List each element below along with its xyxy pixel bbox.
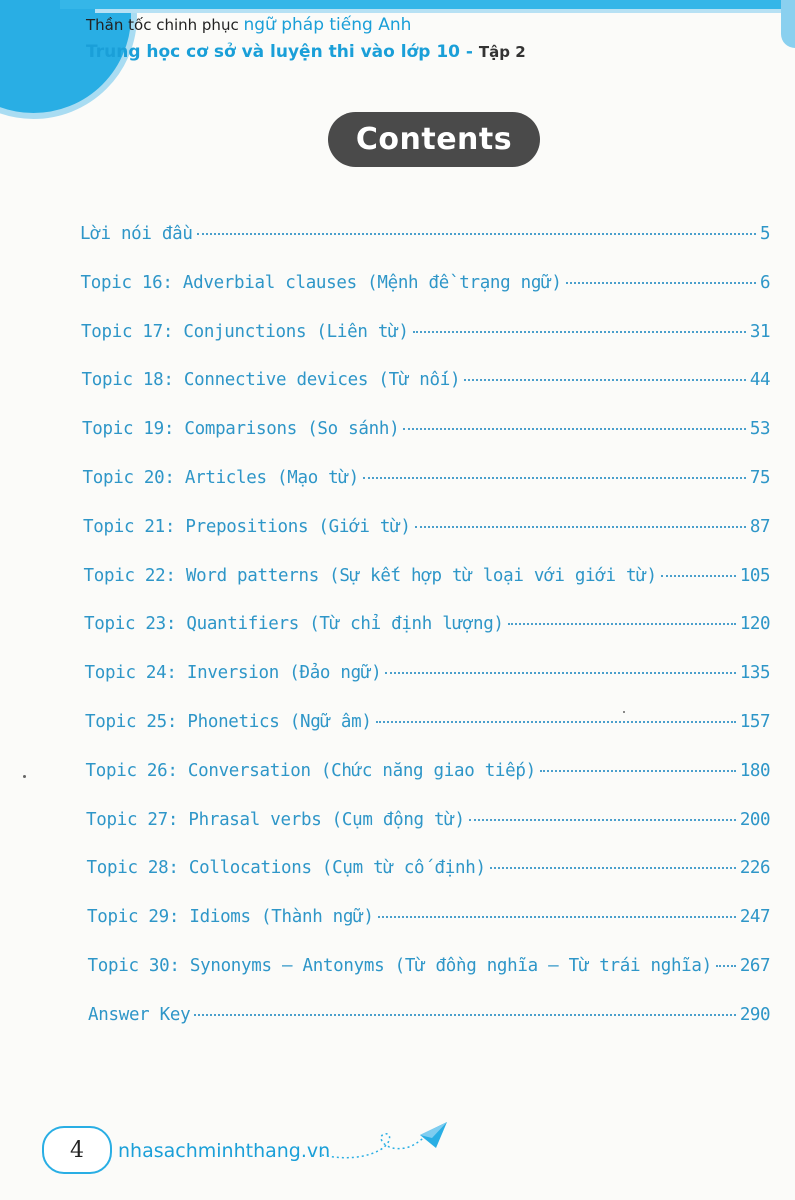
toc-entry-title: Topic 16: Adverbial clauses (Mệnh đề trạng ngữ) bbox=[80, 272, 562, 293]
toc-entry-page: 105 bbox=[739, 565, 770, 586]
page-number: 4 bbox=[70, 1137, 84, 1163]
toc-entry-page: 135 bbox=[739, 663, 770, 684]
page-title: Contents bbox=[328, 112, 540, 167]
toc-entry-title: Topic 29: Idioms (Thành ngữ) bbox=[87, 907, 374, 928]
toc-entry-title: Lời nói đầu bbox=[80, 224, 193, 244]
toc-entry-page: 200 bbox=[739, 809, 770, 830]
volume-label: Tập 2 bbox=[478, 43, 526, 61]
toc-entry-page: 44 bbox=[749, 370, 770, 391]
series-prefix: Thần tốc chinh phục bbox=[86, 16, 244, 34]
toc-entry-title: Topic 27: Phrasal verbs (Cụm động từ) bbox=[86, 809, 465, 830]
toc-entry-title: Topic 24: Inversion (Đảo ngữ) bbox=[84, 663, 382, 684]
toc-entry-page: 6 bbox=[759, 272, 770, 293]
toc-entry-title: Answer Key bbox=[88, 1004, 191, 1025]
print-speck bbox=[623, 711, 625, 713]
toc-entry-title: Topic 28: Collocations (Cụm từ cố định) bbox=[86, 858, 486, 879]
toc-entry-page: 226 bbox=[739, 858, 770, 879]
paper-plane-icon bbox=[420, 1122, 447, 1148]
toc-entry-page: 180 bbox=[739, 760, 770, 781]
series-accent: ngữ pháp tiếng Anh bbox=[243, 15, 412, 35]
toc-entry-page: 31 bbox=[749, 321, 770, 342]
toc-entry-page: 247 bbox=[739, 907, 770, 928]
toc-entry-title: Topic 30: Synonyms – Antonyms (Từ đồng nghĩa – Từ trái nghĩa) bbox=[87, 955, 712, 976]
toc-entry-page: 53 bbox=[749, 419, 770, 440]
print-speck bbox=[23, 775, 26, 778]
website-link[interactable]: nhasachminhthang.vn bbox=[118, 1140, 331, 1162]
toc-entry-page: 5 bbox=[759, 224, 770, 244]
toc-entry-title: Topic 19: Comparisons (So sánh) bbox=[82, 419, 400, 440]
toc-entry-title: Topic 20: Articles (Mạo từ) bbox=[82, 467, 359, 488]
toc-entry-title: Topic 26: Conversation (Chức năng giao tiếp) bbox=[85, 760, 536, 781]
toc-entry-title: Topic 17: Conjunctions (Liên từ) bbox=[81, 321, 409, 342]
toc-entry-title: Topic 21: Prepositions (Giới từ) bbox=[83, 516, 411, 537]
toc-entry-page: 75 bbox=[749, 467, 770, 488]
toc-entry-title: Topic 23: Quantifiers (Từ chỉ định lượng) bbox=[84, 614, 504, 635]
toc-entry-title: Topic 18: Connective devices (Từ nối) bbox=[81, 370, 461, 391]
toc-entry-title: Topic 22: Word patterns (Sự kết hợp từ loại với giới từ) bbox=[83, 565, 657, 586]
toc-entry-page: 120 bbox=[739, 614, 770, 635]
toc-entry-page: 157 bbox=[739, 711, 770, 732]
toc-entry-page: 87 bbox=[749, 516, 770, 537]
toc-entry-page: 290 bbox=[739, 1004, 770, 1025]
toc-entry-title: Topic 25: Phonetics (Ngữ âm) bbox=[85, 711, 372, 732]
toc-entry-page: 267 bbox=[739, 955, 770, 976]
dotted-trail bbox=[322, 1134, 425, 1158]
subtitle-text: Trung học cơ sở và luyện thi vào lớp 10 - bbox=[86, 42, 479, 62]
